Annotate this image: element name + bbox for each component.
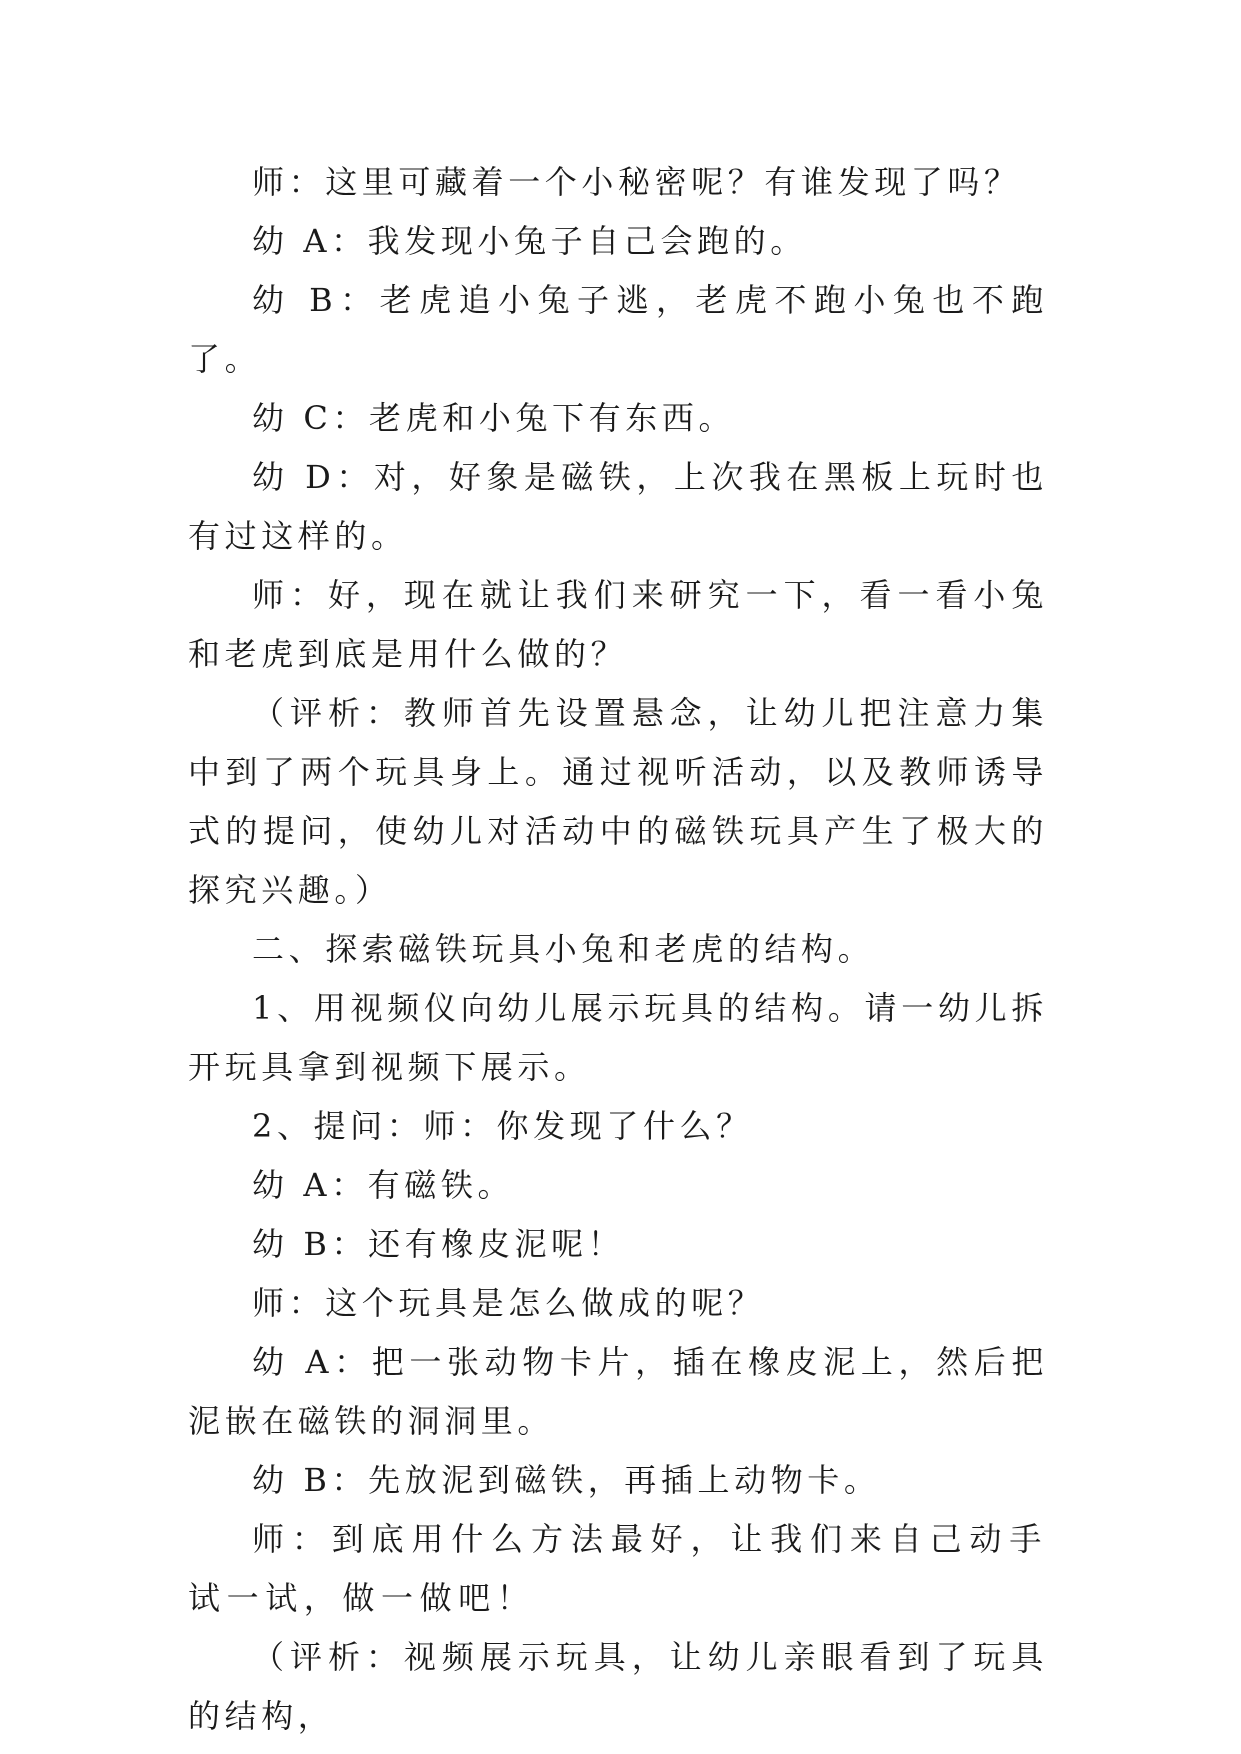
paragraph-teacher-how-made: 师：这个玩具是怎么做成的呢？	[252, 1284, 765, 1322]
paragraph-step-2-question: 2、提问：师：你发现了什么？	[252, 1107, 753, 1145]
paragraph-teacher-investigate: 师：好，现在就让我们来研究一下，看一看小兔和老虎到底是用什么做的？	[188, 576, 1048, 673]
paragraph-child-c-something-below: 幼 C：老虎和小兔下有东西。	[252, 399, 736, 437]
paragraph-child-b-plasticine: 幼 B：还有橡皮泥呢！	[252, 1225, 625, 1263]
paragraph-commentary-suspense: （评析：教师首先设置悬念，让幼儿把注意力集中到了两个玩具身上。通过视听活动，以及教师诱导式的提问，使幼儿对活动中的磁铁玩具产生了极大的探究兴趣。）	[188, 694, 1048, 909]
paragraph-step-1-video-display: 1、用视频仪向幼儿展示玩具的结构。请一幼儿拆开玩具拿到视频下展示。	[188, 989, 1048, 1086]
paragraph-child-a-rabbit-runs: 幼 A：我发现小兔子自己会跑的。	[252, 222, 807, 260]
document-body	[188, 153, 1048, 1746]
section-heading-explore-structure: 二、探索磁铁玩具小兔和老虎的结构。	[252, 930, 875, 968]
paragraph-child-d-magnet-guess: 幼 D：对，好象是磁铁，上次我在黑板上玩时也有过这样的。	[188, 458, 1048, 555]
paragraph-teacher-secret-question: 师：这里可藏着一个小秘密呢？有谁发现了吗？	[252, 163, 1021, 201]
paragraph-child-b-tiger-chases: 幼 B：老虎追小兔子逃，老虎不跑小兔也不跑了。	[188, 281, 1048, 378]
paragraph-child-b-method: 幼 B：先放泥到磁铁，再插上动物卡。	[252, 1461, 881, 1499]
paragraph-child-a-method: 幼 A：把一张动物卡片，插在橡皮泥上，然后把泥嵌在磁铁的洞洞里。	[188, 1343, 1048, 1440]
paragraph-commentary-video: （评析：视频展示玩具，让幼儿亲眼看到了玩具的结构，	[188, 1638, 1048, 1735]
paragraph-teacher-try-it: 师：到底用什么方法最好，让我们来自己动手试一试，做一做吧！	[188, 1520, 1048, 1617]
paragraph-child-a-magnet: 幼 A：有磁铁。	[252, 1166, 515, 1204]
